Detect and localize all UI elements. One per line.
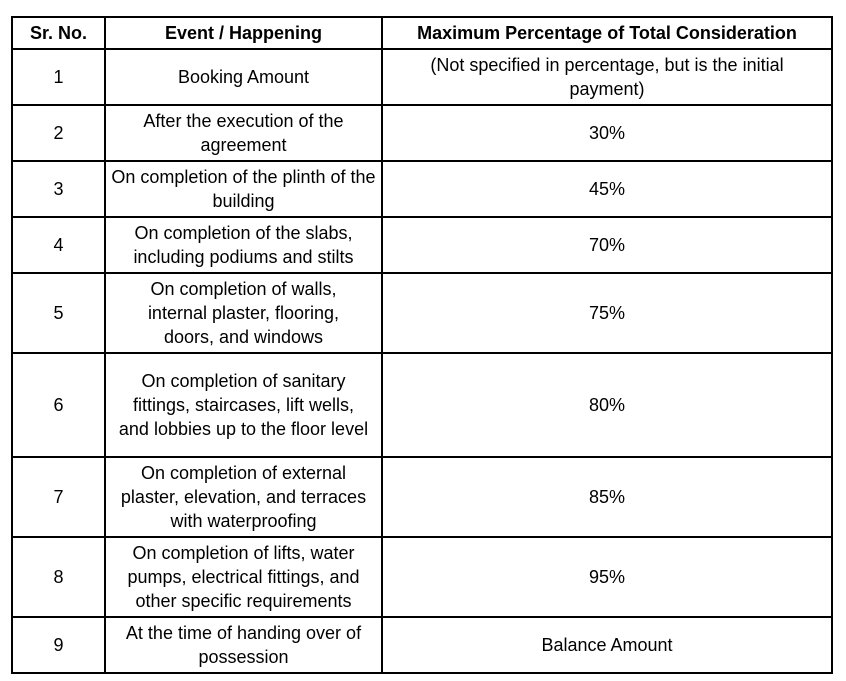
- event-cell: On completion of walls, internal plaster, flooring, doors, and windows: [105, 273, 382, 353]
- table-row: [12, 161, 832, 217]
- percentage-cell: 75%: [382, 273, 832, 353]
- sr-no-cell: 9: [12, 617, 105, 673]
- table-row: [12, 457, 832, 537]
- event-cell: On completion of lifts, water pumps, electrical fittings, and other specific requirements: [105, 537, 382, 617]
- table-row: [12, 217, 832, 273]
- sr-no-cell: 2: [12, 105, 105, 161]
- event-cell: On completion of sanitary fittings, staircases, lift wells, and lobbies up to the floor level: [105, 353, 382, 457]
- event-cell: On completion of the slabs, including podiums and stilts: [105, 217, 382, 273]
- header-event: Event / Happening: [105, 17, 382, 49]
- table-row: [12, 273, 832, 353]
- percentage-cell: Balance Amount: [382, 617, 832, 673]
- table-row: [12, 353, 832, 457]
- table-row: [12, 105, 832, 161]
- percentage-cell: 95%: [382, 537, 832, 617]
- header-sr-no: Sr. No.: [12, 17, 105, 49]
- table-row: [12, 617, 832, 673]
- header-row: [12, 17, 832, 49]
- percentage-cell: 80%: [382, 353, 832, 457]
- event-cell: On completion of external plaster, elevation, and terraces with waterproofing: [105, 457, 382, 537]
- sr-no-cell: 7: [12, 457, 105, 537]
- event-cell: After the execution of the agreement: [105, 105, 382, 161]
- percentage-cell: 85%: [382, 457, 832, 537]
- sr-no-cell: 4: [12, 217, 105, 273]
- header-max-percentage: Maximum Percentage of Total Consideration: [382, 17, 832, 49]
- table-row: [12, 537, 832, 617]
- sr-no-cell: 6: [12, 353, 105, 457]
- event-cell: At the time of handing over of possession: [105, 617, 382, 673]
- percentage-cell: 70%: [382, 217, 832, 273]
- table-row: [12, 49, 832, 105]
- percentage-cell: 30%: [382, 105, 832, 161]
- event-cell: Booking Amount: [105, 49, 382, 105]
- sr-no-cell: 8: [12, 537, 105, 617]
- percentage-cell: (Not specified in percentage, but is the initial payment): [382, 49, 832, 105]
- event-cell: On completion of the plinth of the building: [105, 161, 382, 217]
- sr-no-cell: 3: [12, 161, 105, 217]
- payment-schedule-table: [11, 16, 833, 674]
- percentage-cell: 45%: [382, 161, 832, 217]
- payment-schedule-sheet: [11, 16, 833, 674]
- sr-no-cell: 1: [12, 49, 105, 105]
- sr-no-cell: 5: [12, 273, 105, 353]
